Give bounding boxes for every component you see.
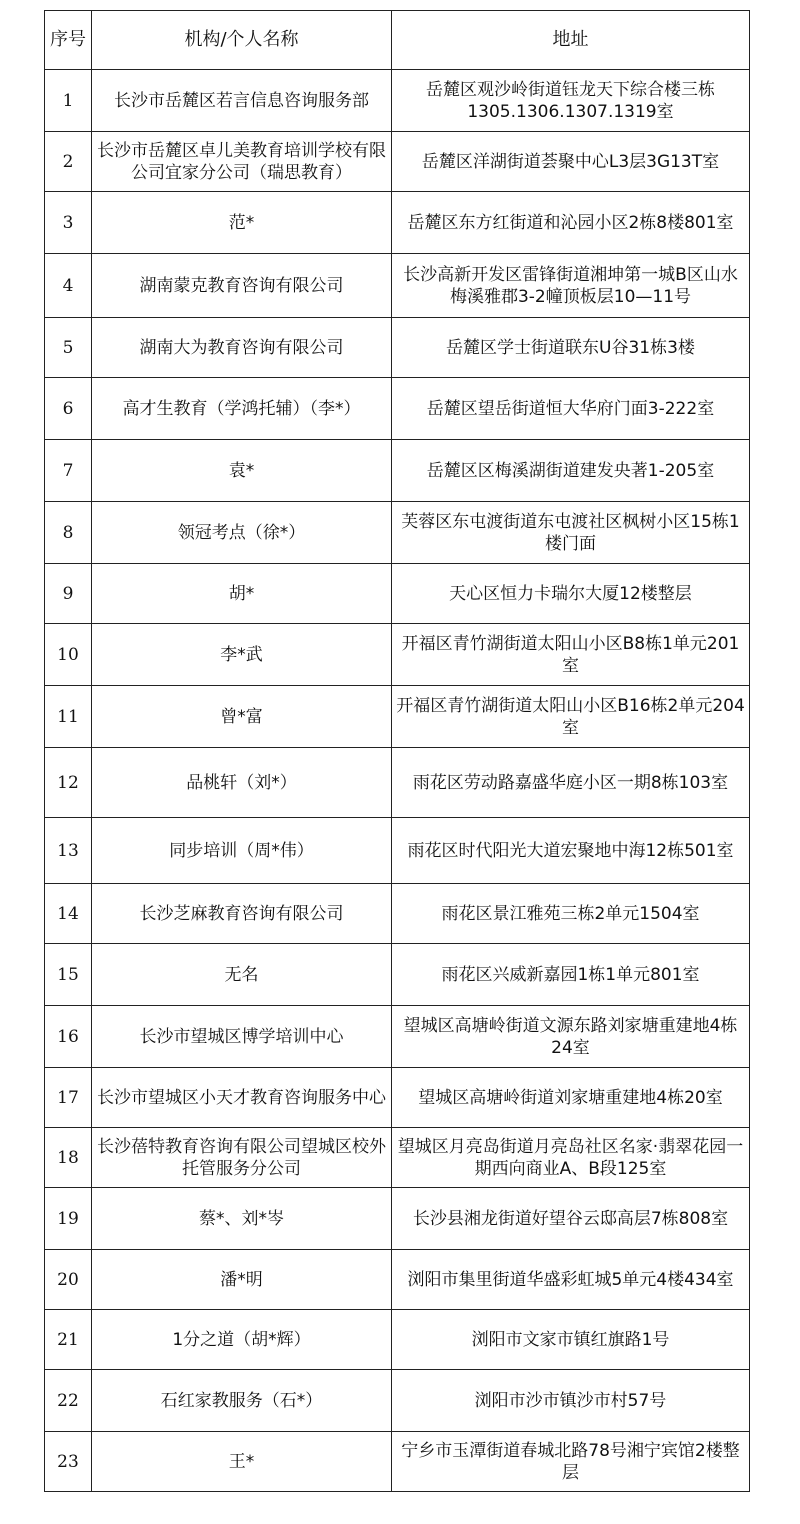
row-number: 21 bbox=[45, 1310, 92, 1370]
row-name: 长沙市望城区小天才教育咨询服务中心 bbox=[92, 1068, 392, 1128]
row-name: 长沙蓓特教育咨询有限公司望城区校外托管服务分公司 bbox=[92, 1128, 392, 1188]
row-number: 17 bbox=[45, 1068, 92, 1128]
row-number: 8 bbox=[45, 502, 92, 564]
row-number: 2 bbox=[45, 132, 92, 192]
table-row bbox=[45, 686, 750, 748]
table-row bbox=[45, 1128, 750, 1188]
row-name: 长沙市望城区博学培训中心 bbox=[92, 1006, 392, 1068]
row-number: 19 bbox=[45, 1188, 92, 1250]
row-name: 湖南大为教育咨询有限公司 bbox=[92, 318, 392, 378]
row-address: 开福区青竹湖街道太阳山小区B16栋2单元204室 bbox=[392, 686, 750, 748]
row-name: 范* bbox=[92, 192, 392, 254]
row-name: 湖南蒙克教育咨询有限公司 bbox=[92, 254, 392, 318]
row-number: 7 bbox=[45, 440, 92, 502]
row-name: 曾*富 bbox=[92, 686, 392, 748]
row-address: 雨花区时代阳光大道宏聚地中海12栋501室 bbox=[392, 818, 750, 884]
row-address: 望城区月亮岛街道月亮岛社区名家·翡翠花园一期西向商业A、B段125室 bbox=[392, 1128, 750, 1188]
row-address: 望城区高塘岭街道文源东路刘家塘重建地4栋24室 bbox=[392, 1006, 750, 1068]
table-row bbox=[45, 70, 750, 132]
row-address: 天心区恒力卡瑞尔大厦12楼整层 bbox=[392, 564, 750, 624]
row-address: 岳麓区区梅溪湖街道建发央著1-205室 bbox=[392, 440, 750, 502]
row-number: 15 bbox=[45, 944, 92, 1006]
row-address: 望城区高塘岭街道刘家塘重建地4栋20室 bbox=[392, 1068, 750, 1128]
row-number: 10 bbox=[45, 624, 92, 686]
table-row bbox=[45, 1370, 750, 1432]
row-address: 岳麓区观沙岭街道钰龙天下综合楼三栋1305.1306.1307.1319室 bbox=[392, 70, 750, 132]
row-address: 开福区青竹湖街道太阳山小区B8栋1单元201室 bbox=[392, 624, 750, 686]
row-number: 22 bbox=[45, 1370, 92, 1432]
row-number: 11 bbox=[45, 686, 92, 748]
row-name: 蔡*、刘*岑 bbox=[92, 1188, 392, 1250]
table-row bbox=[45, 318, 750, 378]
row-name: 长沙市岳麓区卓儿美教育培训学校有限公司宜家分公司（瑞思教育） bbox=[92, 132, 392, 192]
row-name: 袁* bbox=[92, 440, 392, 502]
row-address: 岳麓区洋湖街道荟聚中心L3层3G13T室 bbox=[392, 132, 750, 192]
row-name: 王* bbox=[92, 1432, 392, 1492]
row-address: 雨花区景江雅苑三栋2单元1504室 bbox=[392, 884, 750, 944]
table-row bbox=[45, 748, 750, 818]
table-row bbox=[45, 818, 750, 884]
row-number: 20 bbox=[45, 1250, 92, 1310]
row-address: 长沙高新开发区雷锋街道湘坤第一城B区山水梅溪雅郡3-2幢顶板层10—11号 bbox=[392, 254, 750, 318]
row-address: 浏阳市沙市镇沙市村57号 bbox=[392, 1370, 750, 1432]
table-row bbox=[45, 1250, 750, 1310]
row-address: 雨花区劳动路嘉盛华庭小区一期8栋103室 bbox=[392, 748, 750, 818]
row-number: 4 bbox=[45, 254, 92, 318]
row-name: 1分之道（胡*辉） bbox=[92, 1310, 392, 1370]
table-row bbox=[45, 502, 750, 564]
row-address: 岳麓区东方红街道和沁园小区2栋8楼801室 bbox=[392, 192, 750, 254]
row-name: 胡* bbox=[92, 564, 392, 624]
row-address: 岳麓区望岳街道恒大华府门面3-222室 bbox=[392, 378, 750, 440]
table-body bbox=[45, 70, 750, 1492]
row-number: 16 bbox=[45, 1006, 92, 1068]
table-row bbox=[45, 1006, 750, 1068]
row-number: 12 bbox=[45, 748, 92, 818]
row-name: 石红家教服务（石*） bbox=[92, 1370, 392, 1432]
table-row bbox=[45, 1432, 750, 1492]
table-row bbox=[45, 440, 750, 502]
row-number: 1 bbox=[45, 70, 92, 132]
row-name: 无名 bbox=[92, 944, 392, 1006]
row-number: 5 bbox=[45, 318, 92, 378]
row-number: 23 bbox=[45, 1432, 92, 1492]
table-row bbox=[45, 192, 750, 254]
row-number: 14 bbox=[45, 884, 92, 944]
table-row bbox=[45, 944, 750, 1006]
row-number: 6 bbox=[45, 378, 92, 440]
table-row bbox=[45, 624, 750, 686]
table-row bbox=[45, 564, 750, 624]
table-row bbox=[45, 1310, 750, 1370]
table-row bbox=[45, 378, 750, 440]
row-address: 岳麓区学士街道联东U谷31栋3楼 bbox=[392, 318, 750, 378]
row-name: 李*武 bbox=[92, 624, 392, 686]
row-address: 芙蓉区东屯渡街道东屯渡社区枫树小区15栋1楼门面 bbox=[392, 502, 750, 564]
row-name: 品桃轩（刘*） bbox=[92, 748, 392, 818]
row-number: 3 bbox=[45, 192, 92, 254]
header-row bbox=[45, 11, 750, 70]
row-address: 浏阳市集里街道华盛彩虹城5单元4楼434室 bbox=[392, 1250, 750, 1310]
row-number: 13 bbox=[45, 818, 92, 884]
row-address: 宁乡市玉潭街道春城北路78号湘宁宾馆2楼整层 bbox=[392, 1432, 750, 1492]
row-name: 长沙芝麻教育咨询有限公司 bbox=[92, 884, 392, 944]
row-name: 长沙市岳麓区若言信息咨询服务部 bbox=[92, 70, 392, 132]
roster-table bbox=[44, 10, 750, 1492]
row-name: 潘*明 bbox=[92, 1250, 392, 1310]
header-number: 序号 bbox=[45, 11, 92, 70]
row-address: 长沙县湘龙街道好望谷云邸高层7栋808室 bbox=[392, 1188, 750, 1250]
row-address: 雨花区兴威新嘉园1栋1单元801室 bbox=[392, 944, 750, 1006]
table-row bbox=[45, 1188, 750, 1250]
table-row bbox=[45, 132, 750, 192]
row-name: 领冠考点（徐*） bbox=[92, 502, 392, 564]
header-address: 地址 bbox=[392, 11, 750, 70]
table-row bbox=[45, 254, 750, 318]
row-name: 同步培训（周*伟） bbox=[92, 818, 392, 884]
row-address: 浏阳市文家市镇红旗路1号 bbox=[392, 1310, 750, 1370]
table-row bbox=[45, 1068, 750, 1128]
table-row bbox=[45, 884, 750, 944]
row-number: 18 bbox=[45, 1128, 92, 1188]
row-number: 9 bbox=[45, 564, 92, 624]
row-name: 高才生教育（学鸿托辅）（李*） bbox=[92, 378, 392, 440]
header-name: 机构/个人名称 bbox=[92, 11, 392, 70]
